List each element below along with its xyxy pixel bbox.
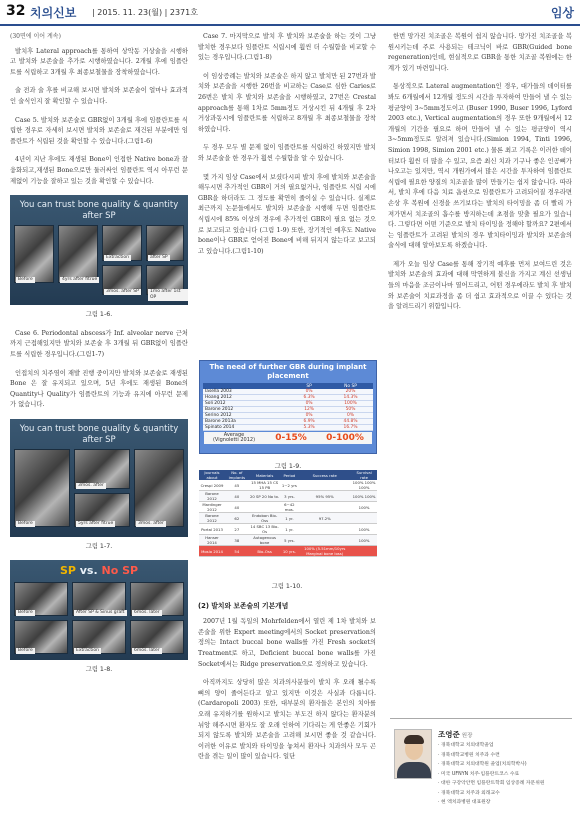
cell-nosp: 20% (328, 389, 373, 395)
xray-label: 5yrs after fitrue (78, 520, 114, 526)
table-row (199, 513, 377, 524)
figure-caption: 그림 1-8. (85, 666, 113, 674)
average-label: Average (Vignoletti 2012) (212, 431, 256, 443)
title-vs: vs. (75, 564, 102, 578)
col-header: Journals about (199, 470, 225, 480)
table-header-row (199, 470, 377, 480)
xray-label: Before (18, 648, 33, 654)
credential-item: · 경북대학교 치주과 외래교수 (438, 790, 500, 796)
col-header: No. of implants (225, 470, 249, 480)
xray-label: 6mos. later (134, 610, 160, 616)
paragraph: 몇 가지 임상 Case에서 보셨다시피 발치 후에 발치와 보존술을 해두시면 추가적인 GBR이 거의 필요없거나, 임플란트 식립 시에 GBR을 하더라도 그 정도를 확연히 줄이실 수 있습니다. 실제로 최근까지 논문들에서도 발치와 보존술을 시행해 두면 임플란트 식립시에 85% 이상의 경우에 추가적인 GBR이 필요 없는 것으로 보고되고 있습니다 (그림 1-9) 또한, 장기적인 예후도 Native bone이나 GBR로 얻어진 Bone에 비해 뒤지지 않는다고 보고되고 있습니다.(그림1-10) (198, 173, 376, 255)
cell-nosp: 14.3% (328, 395, 373, 401)
table-title: The need of further GBR during implant placement (209, 363, 367, 380)
cell (298, 535, 351, 546)
column-1 (10, 32, 188, 684)
cell: 54 (225, 546, 249, 557)
cell: Endobon Bio-Oss (249, 513, 281, 524)
col-header: Survival rate (351, 470, 377, 480)
paragraph: 술 전과 술 후를 비교해 보시면 발치와 보존술이 얼마나 효과적인 술식인지 잘 확인할 수 있습니다. (10, 87, 188, 105)
cell (351, 513, 377, 524)
cell: 3 yrs. (281, 491, 299, 502)
figure-1-7-slide (10, 419, 188, 537)
table-row-highlight (199, 546, 377, 557)
figure-caption: 그림 1-10. (271, 583, 303, 590)
cell-nosp: 100% (328, 401, 373, 407)
slide-title: You can trust bone quality & quantity after SP (19, 200, 179, 222)
col-header: Period (281, 470, 299, 480)
cell: 100% (351, 535, 377, 546)
paragraph: Case 5. 발치와 보존술로 GBR없이 3개월 후에 임플란트를 식립한 경우로 자세히 보시면 발치와 보존술로 재건된 부분에만 임플란트가 식립된 것을 확인할 수 있습니다.(그림1-6) (10, 116, 188, 145)
xray-label: 3mos. after SP (106, 289, 139, 295)
cell-sp: 6.3% (290, 395, 328, 401)
author-profile (390, 718, 572, 834)
figure-caption: 그림 1-7. (85, 542, 113, 550)
cell: Barone 2012 (199, 513, 225, 524)
xray-label: After SP & Sinus graft (76, 610, 125, 616)
cell: 38 (225, 535, 249, 546)
column-3 (388, 32, 572, 321)
cell: Autogenous bone (249, 535, 281, 546)
paragraph: 이 임상증례는 발치와 보존술은 하지 않고 발치만 된 27번과 발치와 보존술을 시행한 26번을 비교하는 Case로 심한 Caries로 26번은 발치 후 발치와 보존술을 시행하였고, 27번은 Crestal approach를 통해 1차로 5mm정도 거상시킨 뒤 4개월 후 2차 거상과동시에 임플란트를 식립하고 8개월 후 최종보철물을 장착하였습니다. (198, 72, 376, 133)
cell: 100% (351, 502, 377, 513)
cell: 62 (225, 513, 249, 524)
cell: 45 (225, 480, 249, 491)
cell: 100% 100% 100% (352, 480, 376, 490)
cell: Barone 2012 (199, 491, 225, 502)
credential-item: · 현 엑치과병원 대표원장 (438, 800, 491, 805)
column-2-bottom (198, 582, 376, 771)
author-credentials (438, 741, 544, 808)
paragraph: Case 6. Periodontal abscess가 Inf. alveolar nerve 근처까지 근접해있지만 발치와 보존술 후 3개월 뒤 GBR없이 임플란트를 식립한 경우입니다.(그림1-7) (10, 329, 188, 358)
paragraph: 두 경우 모두 별 문제 없이 임플란트를 식립하긴 하였지만 발치와 보존술을 한 경우가 훨씬 수월함을 알 수 있습니다. (198, 144, 376, 162)
cell (298, 502, 351, 513)
xray-image (14, 449, 70, 527)
paragraph: 통상적으로 Lateral augmentation인 경우, 대가들의 데이터를 봐도 6개월에서 12개월 정도의 시간을 투자하여 만들어 낼 수 있는 평균양이 3~5mm정도이고 (Buser 1990, Buser 1996, Lyford 2003 etc.), Vertical augmentation의 경우 또한 9개월에서 12개월의 기간을 필요로 하며 만들어 낼 수 있는 평균양이 역시 3~5mm정도로 알려져 있습니다.(Simion 1994, Tinti 1996, Simion 1998, Simion 2001 etc.) 물론 최고 기록은 이러한 데이터보다 훨씬 더 많을 수 있고, 요즘 최신 치과 기구나 좋은 인공뼈가 나오고는 있지만, 역시 개원가에서 많은 시간을 투자하여 임플란트 식립에 필요한 양질의 치조골을 많이 만들기는 쉽지 않습니다. 따라서, 발치 후에 다음 치료 옵션으로 임플란트가 고려되어질 경우라면 손상 후 복원에 신경을 쓰기보다는 발치의 타이밍을 좀 더 빨리 가져가면서 치조골의 흡수를 방지하는데 초점을 맞출 필요가 있습니다. 그렇다면 어떤 기준으로 발치 타이밍을 정해야 할까요? 2편에서는 임플란트가 고려된 발치의 경우 발치타이밍과 발치와 보존술의 술식에 대해 알아보도록 하겠습니다. (388, 83, 572, 250)
cell: 1~2 yrs (281, 480, 299, 491)
cell-sp: 0% (290, 401, 328, 407)
cell: 6~42 mos. (281, 502, 299, 513)
cell (249, 502, 281, 513)
table-row (199, 535, 377, 546)
slide-title (10, 560, 188, 576)
col-header: Materials (249, 470, 281, 480)
photo-shoulder (397, 762, 431, 779)
page-header (0, 0, 580, 26)
author-photo (394, 729, 432, 779)
paragraph: 4년이 지난 후에도 재생된 Bone이 인접한 Native bone과 잘 융화되고,재생된 Bone으로만 둘러싸인 임플란트 역시 아무런 문제없이 기능을 잘하고 있는 것을 확인할 수 있습니다. (10, 156, 188, 185)
cell: 15 MHA 15 CS 15 PB (249, 480, 281, 491)
title-sp: SP (59, 564, 76, 578)
cell-nosp: 44.8% (328, 419, 373, 425)
xray-image (58, 225, 98, 283)
xray-label: 6mos. later (134, 648, 160, 654)
column-2-top (198, 32, 376, 265)
slide-title: You can trust bone quality & quantity after SP (19, 423, 179, 445)
credential-item: · 대한 구강악안면 임플란트학회 임상증례 자문위원 (438, 781, 545, 786)
cell: Bio-Oss (249, 546, 281, 557)
cell-sp: 6.9% (290, 419, 328, 425)
figure-1-6-slide (10, 195, 188, 305)
col-header-nosp: No SP (328, 383, 373, 389)
cell: 100% (351, 524, 377, 535)
continued-note: (30면에 이어 계속) (10, 33, 61, 40)
cell: Crespi 2009 (199, 480, 225, 491)
cell-study: Soli 2012 (203, 401, 290, 407)
cell: 20 SP 20 No tx. (249, 491, 281, 502)
cell-sp: 0% (290, 413, 328, 419)
cell-study: Hoang 2012 (203, 395, 290, 401)
xray-label: Before (18, 520, 33, 526)
xray-label: Before (18, 277, 33, 283)
section-subheading: (2) 발치와 보존술의 기본개념 (198, 601, 289, 610)
col-header-sp: SP (290, 383, 328, 389)
cell: Mardinger 2012 (199, 502, 225, 513)
average-sp: 0-15% (275, 433, 307, 443)
page-number: 32 (6, 3, 26, 19)
cell (298, 524, 351, 535)
xray-label: 3mos. after (138, 520, 164, 526)
section-label: 임상 (550, 6, 574, 20)
table-row (199, 491, 377, 502)
cell-nosp: 16.7% (328, 425, 373, 431)
paragraph: 인접치의 치주염이 재발 진행 중이지만 발치와 보존술로 재생된 Bone 은 잘 유지되고 있으며, 5년 후에도 재생된 Bone의 Quantity나 Quality가 임플란트의 기능과 유지에 아무런 문제가 없습니다. (10, 369, 188, 409)
cell: 100% 100% (351, 491, 377, 502)
xray-label: 1mo after 1st OP (148, 289, 188, 301)
author-name-text: 조영준 (438, 730, 460, 739)
cell: 40 (225, 502, 249, 513)
cell-study: Spinato 2014 (203, 425, 290, 431)
cell (298, 480, 351, 491)
cell: 97.2% (298, 513, 351, 524)
credential-item: · 미국 UFNYN 치주·임플란트코스 수료 (438, 771, 520, 777)
newspaper-name: 치의신보 (30, 6, 77, 20)
cell-study: Iasella 2003 (203, 389, 290, 395)
xray-label: Extraction (76, 648, 99, 654)
cell: Portal 2013 (199, 524, 225, 535)
cell: 95% 95% (298, 491, 351, 502)
cell: Hanser 2014 (199, 535, 225, 546)
cell: 27 (225, 524, 249, 535)
xray-image (14, 225, 54, 283)
figure-1-9-table (199, 360, 377, 454)
credential-item: · 경북대학교 치의대학졸업 (438, 743, 494, 748)
average-row (204, 432, 372, 444)
cell-sp: 0% (290, 389, 328, 395)
issue-date: | 2015. 11. 23(월) | 2371호 (92, 8, 198, 17)
table-row (203, 425, 373, 431)
cell-sp: 12% (290, 407, 328, 413)
cell-study: Barone 2013a (203, 419, 290, 425)
cell (351, 546, 377, 557)
paragraph: 제가 오늘 임상 Case를 통해 장기적 예후를 먼저 보여드린 것은 발치와 보존술의 효과에 대해 막연하게 불신을 가지고 계신 선생님들의 마음을 조금이나마 열어드리고, 어떤 경우에라도 발치 후 발치와 보존술이 치료과정을 좀 더 쉽고 효과적으로 이끌 수 있다는 것을 알려드리기 위함입니다. (388, 260, 572, 311)
table-row (199, 480, 377, 491)
xray-label: Before (18, 610, 33, 616)
xray-label: Extraction (106, 255, 129, 261)
xray-label: after SP (150, 255, 168, 261)
cell: 1 yr. (281, 524, 299, 535)
cell-nosp: 50% (328, 407, 373, 413)
xray-image (134, 449, 184, 527)
cell: 40 (225, 491, 249, 502)
cell-study: Barone 2012 (203, 407, 290, 413)
table-row (199, 524, 377, 535)
col-header: Success rate (298, 470, 351, 480)
credential-item: · 경북대학교 치의대학원 졸업(치의학박사) (438, 762, 527, 767)
cell-study: Serino 2012 (203, 413, 290, 419)
photo-hair (404, 735, 424, 744)
paragraph: 아직까지도 상당히 많은 치과의사분들이 발치 후 오래 될수록 뼈의 양이 줄어든다고 알고 있지만 이것은 사실과 다릅니다.(Cardaropoli 2003) 또한, 대부분의 환자들은 본인의 치아를 오래 유지하기를 원하시고 발치는 부도건 하지 않다는 환자분의 뉘앙 해주시면 환자도 잘 오래 인하여 기다리는 게 안좋은 기회가 되지 않도록 발치와 보존술을 고려해 보시면 좋을 것 같습니다. 이러한 이유로 발치와 타이밍을 놓쳐서 환자나 치과의사 모두 곤란을 겪는 일이 많이 있습니다. 일단 (198, 679, 376, 761)
figure-caption: 그림 1-9. (274, 463, 302, 470)
average-nosp: 0-100% (326, 433, 364, 443)
paragraph: 2007년 1월 독일의 Mohrfelden에서 열린 제 1차 발치와 보존술을 위한 Expert meeting에서의 Socket preservation의 정의는 Intact buccal bone walls를 가진 Fresh socket의 Treatment로 하고, Deficient buccal bone walls를 가진 Socket에서는 Ridge preservation으로 정의하고 있습니다. (198, 618, 376, 668)
cell: 10 yrs. (281, 546, 299, 557)
cell: Moslo 2014 (199, 546, 225, 557)
gbr-table (203, 383, 373, 431)
cell: 1 yr. (281, 513, 299, 524)
title-nosp: No SP (101, 564, 139, 578)
cell: 5 yrs. (281, 535, 299, 546)
paragraph: 발치후 Lateral approach를 통하여 상악동 거상술을 시행하고 발치와 보존술을 추가로 시행하였습니다. 2개월 후에 임플란트를 식립하고 3개월 후 최종보철물을 장착하였습니다. (10, 47, 188, 76)
cell: 100% (5.51mm/10yrs Marginal bone loss) (298, 546, 351, 557)
author-role: 원장 (461, 733, 473, 739)
author-name (438, 729, 472, 740)
cell: 14 SBC 13 Bio-Os (250, 524, 279, 534)
paragraph: Case 7. 마지막으로 발치 후 발치와 보존술을 하는 것이 그냥 발치한 경우보다 임플란트 식립시에 훨씬 더 수월함을 비교할 수 있는 경우입니다.(그림1-8) (198, 33, 376, 62)
xray-label: 4yrs after fitrue (62, 277, 98, 283)
figure-caption: 그림 1-6. (85, 311, 113, 319)
table-row (199, 502, 377, 513)
credential-item: · 경북대학교병원 치주과 수련 (438, 752, 500, 758)
paragraph: 한번 망가진 치조골은 복원이 쉽지 않습니다. 망가진 치조골을 복원시키는데 주로 사용되는 테크닉이 바로 GBR(Guided bone regeneration)인데, 현실적으로 GBR을 통한 치조골 복원에는 한계가 있기 마련입니다. (388, 33, 572, 72)
cell-nosp: 0% (328, 413, 373, 419)
figure-1-10-table (199, 470, 377, 557)
xray-label: 3mos. after (78, 482, 104, 488)
figure-1-8-slide (10, 560, 188, 660)
cell-sp: 5.3% (290, 425, 328, 431)
